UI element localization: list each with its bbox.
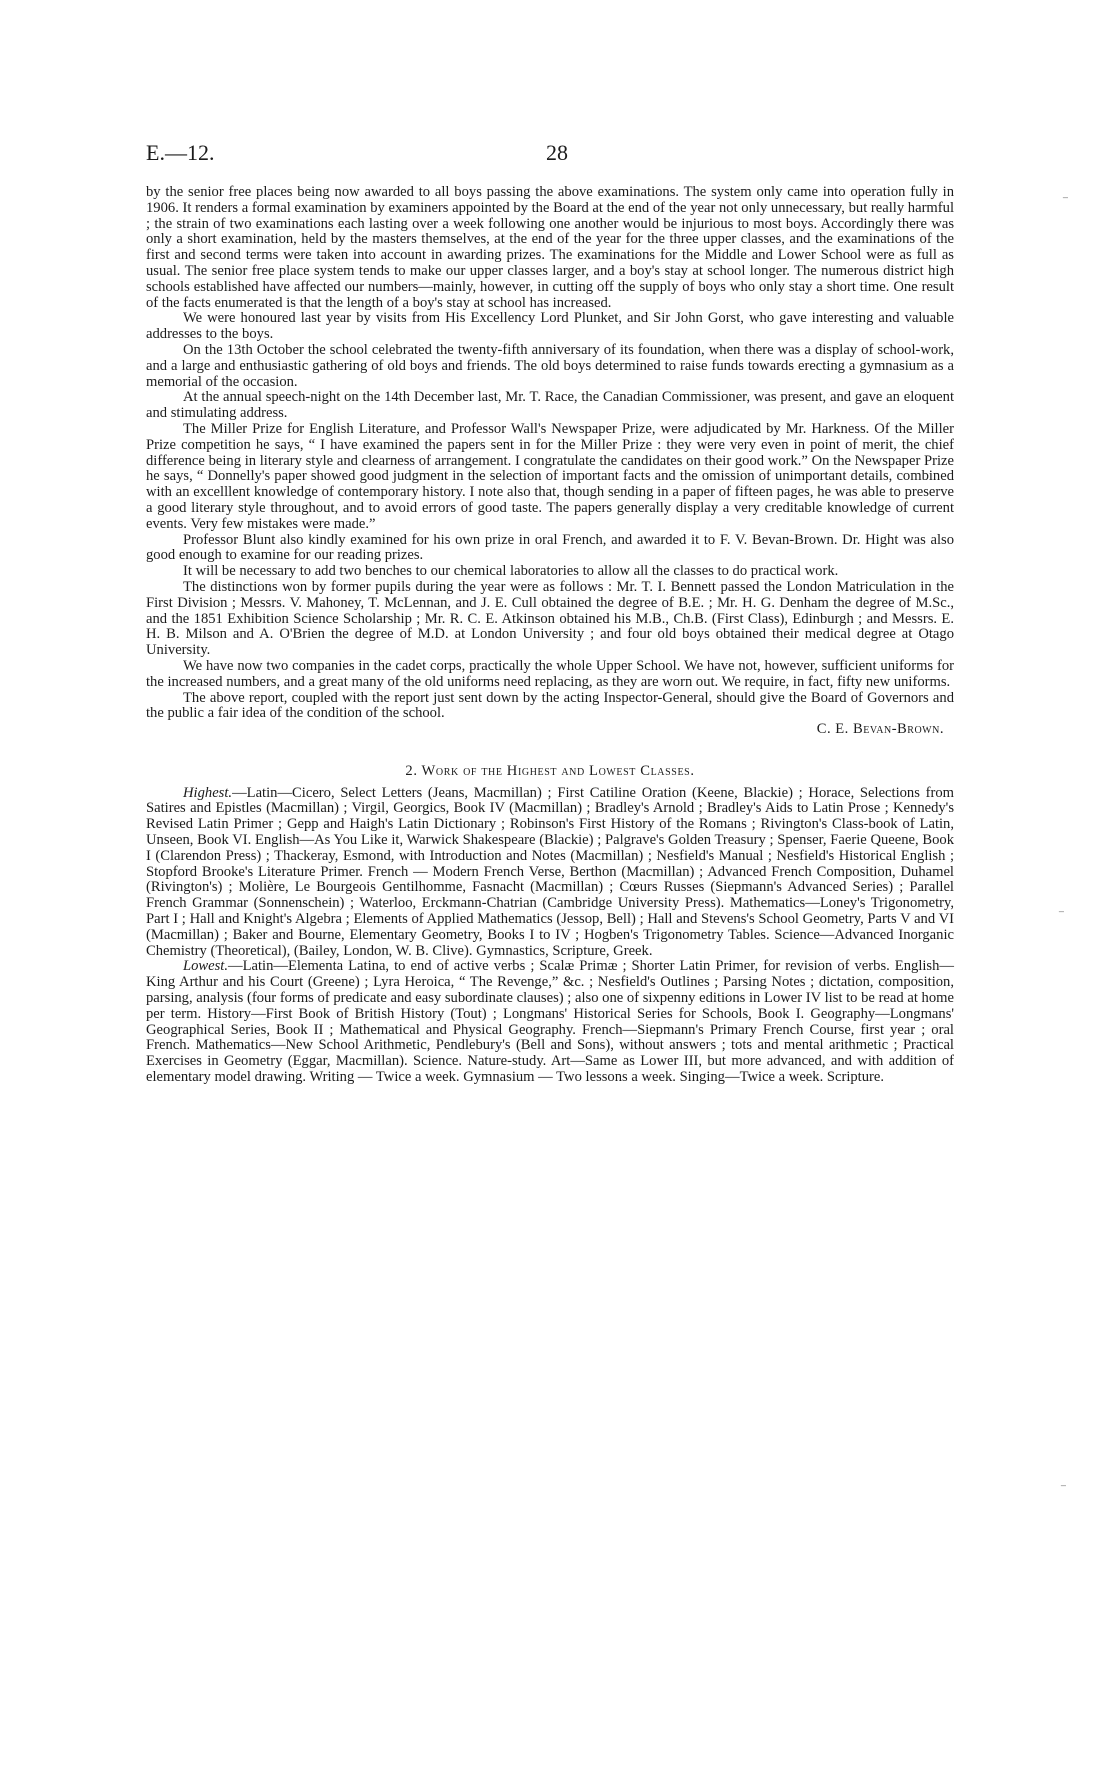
highest-text: —Latin—Cicero, Select Letters (Jeans, Macmillan) ; First Catiline Oration (Keene, Blackie) ; Horace, Selections from Satires and Epistles (Macmillan) ; Virgil, Georgics, Book IV (Macmillan) ; Bradley's Arnold ; Bradley's Aids to Latin Prose ; Kennedy's Revised Latin Primer ; Gepp and Haigh's Latin Dictionary ; Robinson's First History of the Romans ; Rivington's Class-book of Latin, Unseen, Book VI. English—As You Like it, Warwick Shakespeare (Blackie) ; Palgrave's Golden Treasury ; Spenser, Faerie Queene, Book I (Clarendon Press) ; Thackeray, Esmond, with Introduction and Notes (Macmillan) ; Nesfield's Manual ; Nesfield's Historical English ; Stopford Brooke's Literature Primer. French — Modern French Verse, Berthon (Macmillan) ; Advanced French Composition, Duhamel (Rivington's) ; Molière, Le Bourgeois Gentilhomme, Fasnacht (Macmillan) ; Cœurs Russes (Siepmann's Advanced Series) ; Parallel French Grammar (Sonnenschein) ; Waterloo, Erckmann-Chatrian (Cambridge University Press). Mathematics—Loney's Trigonometry, Part I ; Hall and Knight's Algebra ; Elements of Applied Mathematics (Jessop, Bell) ; Hall and Stevens's School Geometry, Parts V and VI (Macmillan) ; Baker and Bourne, Elementary Geometry, Books I to IV ; Hogben's Trigonometry Tables. Science—Advanced Inorganic Chemistry (Theoretical), (Bailey, London, W. B. Clive). Gymnastics, Scripture, Greek.: [146, 784, 954, 959]
report-paragraph: The above report, coupled with the report just sent down by the acting Inspector-General, should give the Board of Governors and the public a fair idea of the condition of the school.: [146, 689, 954, 722]
report-paragraph: It will be necessary to add two benches to our chemical laboratories to allow all the classes to do practical work.: [183, 563, 839, 580]
report-paragraph: On the 13th October the school celebrated the twenty-fifth anniversary of its foundation, when there was a display of school-work, and a large and enthusiastic gathering of old boys and friends. The old boys determined to raise funds towards erecting a gymnasium as a memorial of the occasion.: [146, 341, 954, 390]
margin-scan-mark: ⁻: [1062, 192, 1069, 207]
report-paragraph: by the senior free places being now awarded to all boys passing the above examinations. The system only came into operation fully in 1906. It renders a formal examination by examiners appointed by the Board at the end of the year not only unnecessary, but really harmful ; the strain of two examinations each lasting over a week following one another would be injurious to most boys. Accordingly there was only a short examination, held by the masters themselves, at the end of the year for the three upper classes, and the examinations of the first and second terms were taken into account in awarding prizes. The examinations for the Middle and Lower School were as full as usual. The senior free place system tends to make our upper classes larger, and a boy's stay at school longer. The numerous district high schools established have affected our numbers—mainly, however, in cutting off the supply of boys who only stay a short time. One result of the facts enumerated is that the length of a boy's stay at school has increased.: [146, 184, 954, 311]
page-header: [146, 140, 968, 170]
report-paragraph: Professor Blunt also kindly examined for his own prize in oral French, and awarded it to F. V. Bevan-Brown. Dr. Hight was also good enough to examine for our reading prizes.: [146, 531, 954, 564]
report-paragraph: The distinctions won by former pupils during the year were as follows : Mr. T. I. Bennett passed the London Matriculation in the First Division ; Messrs. V. Mahoney, T. McLennan, and J. E. Cull obtained the degree of B.E. ; Mr. H. G. Denham the degree of M.Sc., and the 1851 Exhibition Science Scholarship ; Mr. R. C. E. Atkinson obtained his M.B., Ch.B. (First Class), Edinburgh ; and Messrs. E. H. B. Milson and A. O'Brien the degree of M.D. at London University ; and four old boys obtained their medical degree at Otago University.: [146, 578, 954, 659]
margin-scan-mark: ⁻: [1058, 906, 1065, 921]
report-paragraph: The Miller Prize for English Literature, and Professor Wall's Newspaper Prize, were adjudicated by Mr. Harkness. Of the Miller Prize competition he says, “ I have examined the papers sent in for the Miller Prize : they were very even in point of merit, the chief difference being in literary style and clearness of arrangement. I congratulate the candidates on their good work.” On the Newspaper Prize he says, “ Donnelly's paper showed good judgment in the selection of important facts and the omission of unimportant details, combined with an excelllent knowledge of contemporary history. I note also that, though sending in a paper of fifteen pages, he was able to preserve a good literary style throughout, and to avoid errors of good taste. The papers generally display a very creditable knowledge of current events. Very few mistakes were made.”: [146, 420, 954, 532]
lowest-text: —Latin—Elementa Latina, to end of active verbs ; Scalæ Primæ ; Shorter Latin Primer, for revision of verbs. English—King Arthur and his Court (Greene) ; Lyra Heroica, “ The Revenge,” &c. ; Nesfield's Outlines ; Parsing Notes ; dictation, composition, parsing, analysis (four forms of predicate and easy subordinate clauses) ; also one of sixpenny editions in Lower IV list to be read at home per term. History—First Book of British History (Tout) ; Longmans' Historical Series for Schools, Book I. Geography—Longmans' Geographical Series, Book II ; Mathematical and Physical Geography. French—Siepmann's Primary French Course, first year ; oral French. Mathematics—New School Arithmetic, Pendlebury's (Bell and Sons), without answers ; tots and mental arithmetic ; Practical Exercises in Geometry (Eggar, Macmillan). Science. Nature-study. Art—Same as Lower III, but more advanced, and with addition of elementary model drawing. Writing — Twice a week. Gymnasium — Two lessons a week. Singing—Twice a week. Scripture.: [146, 958, 954, 1086]
signature: C. E. Bevan-Brown.: [816, 721, 944, 738]
report-paragraph: We have now two companies in the cadet corps, practically the whole Upper School. We have not, however, sufficient uniforms for the increased numbers, and a great many of the old uniforms need replacing, as they are worn out. We require, in fact, fifty new uniforms.: [146, 657, 954, 690]
document-reference: E.—12.: [146, 140, 215, 165]
margin-scan-mark: ⁻: [1060, 1480, 1067, 1495]
section-title: 2. Work of the Highest and Lowest Classes.: [405, 762, 695, 779]
highest-classes-paragraph: [146, 786, 954, 960]
lowest-label: Lowest.: [183, 958, 229, 975]
report-paragraph: We were honoured last year by visits from His Excellency Lord Plunket, and Sir John Gorst, who gave interesting and valuable addresses to the boys.: [146, 310, 954, 343]
report-paragraph: At the annual speech-night on the 14th December last, Mr. T. Race, the Canadian Commissioner, was present, and gave an eloquent and stimulating address.: [146, 389, 954, 422]
page-number: 28: [546, 140, 568, 165]
highest-label: Highest.: [183, 784, 233, 801]
lowest-classes-paragraph: [146, 959, 954, 1085]
page-body: [146, 185, 954, 1086]
